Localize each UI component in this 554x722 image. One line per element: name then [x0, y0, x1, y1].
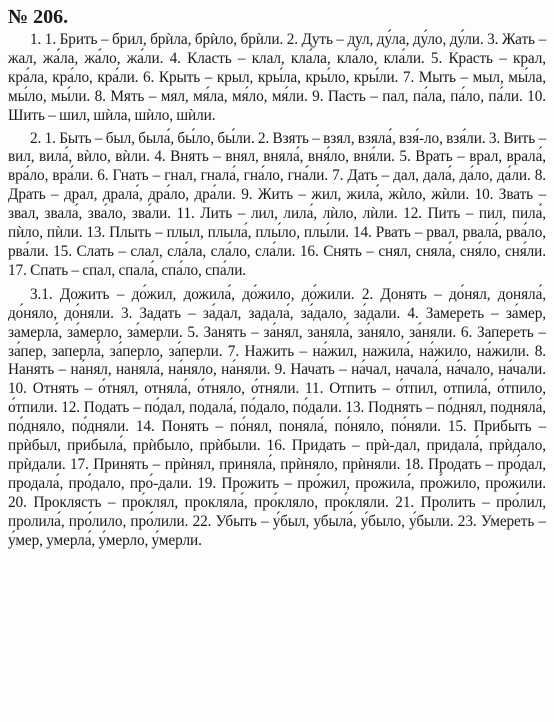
paragraph-3: 3.1. Дожить – до́жил, дожила́, до́жило, до́жили. 2. Донять – до́нял, доняла́, до́няло, до́няли. 3. Задать – за́дал, задала́, за́дало, за́дали. 4. Замереть – за́мер, замерла́, за́мерло, за́мерли. 5. Занять – за́нял, заняла́, за́няло, за́няли. 6. Запереть – за́пер, заперла́, за́перло, за́перли. 7. Нажить – на́жил, нажила́, на́жило, на́жили. 8. Нанять – на́нял, наняла́, на́няло, на́няли. 9. Начать – на́чал, начала́, на́чало, на́чали. 10. Отнять – о́тнял, отняла́, о́тняло, о́тняли. 11. Отпить – о́тпил, отпила́, о́тпило, о́тпили. 12. Подать – по́дал, подала́, по́дало, по́дали. 13. Поднять – по́днял, подняла́, по́дняло, по́дняли. 14. Понять – по́нял, поняла́, по́няло, по́няли. 15. Прибыть – прѝбыл, прибыла́, прѝбыло, прѝбыли. 16. Придать – прѝ-дал, придала́, прѝдало, прѝдали. 17. Принять – прѝнял, приняла́, прѝняло, прѝняли. 18. Продать – про́дал, продала́, про́дало, про́-дали. 19. Прожить – про́жил, прожила́, про́жило, про́жили. 20. Проклясть – про́клял, прокляла́, про́кляло, про́кляли. 21. Пролить – про́лил, пролила́, про́лило, про́лили. 22. Убыть – у́был, убыла́, у́было, у́были. 23. Умереть – у́мер, умерла́, у́мерло, у́мерли. — [8, 285, 546, 549]
paragraph-1: 1. 1. Брить – брил, брѝла, брѝло, брѝли. 2. Дуть – дул, ду́ла, ду́ло, ду́ли. 3. Жать – жал, жа́ла, жа́ло, жа́ли. 4. Класть – клал, кла́ла, кла́ло, кла́ли. 5. Красть – крал, кра́ла, кра́ло, кра́ли. 6. Крыть – крыл, кры́ла, кры́ло, кры́ли. 7. Мыть – мыл, мы́ла, мы́ло, мы́ли. 8. Мять – мял, мя́ла, мя́ло, мя́ли. 9. Пасть – пал, па́ла, па́ло, па́ли. 10. Шить – шил, шѝла, шѝло, шѝли. — [8, 31, 546, 124]
exercise-heading: № 206. — [8, 6, 69, 28]
paragraph-2: 2. 1. Быть – был, была́, бы́ло, бы́ли. 2. Взять – взял, взяла́, взя́-ло, взя́ли. 3. Вить – вил, вила́, вѝло, вѝли. 4. Внять – внял, вняла́, вня́ло, вня́ли. 5. Врать – врал, врала́, вра́ло, вра́ли. 6. Гнать – гнал, гнала́, гна́ло, гна́ли. 7. Дать – дал, дала́, да́ло, да́ли. 8. Драть – драл, драла́, дра́ло, дра́ли. 9. Жить – жил, жила́, жѝло, жѝли. 10. Звать – звал, звала́, зва́ло, зва́ли. 11. Лить – лил, лила́, лѝло, лѝли. 12. Пить – пил, пила́, пѝло, пѝли. 13. Плыть – плыл, плыла́, плы́ло, плы́ли. 14. Рвать – рвал, рвала́, рва́ло, рва́ли. 15. Слать – слал, сла́ла, сла́ло, сла́ли. 16. Снять – снял, сняла́, сня́ло, сня́ли. 17. Спать – спал, спала́, спа́ло, спа́ли. — [8, 129, 546, 279]
